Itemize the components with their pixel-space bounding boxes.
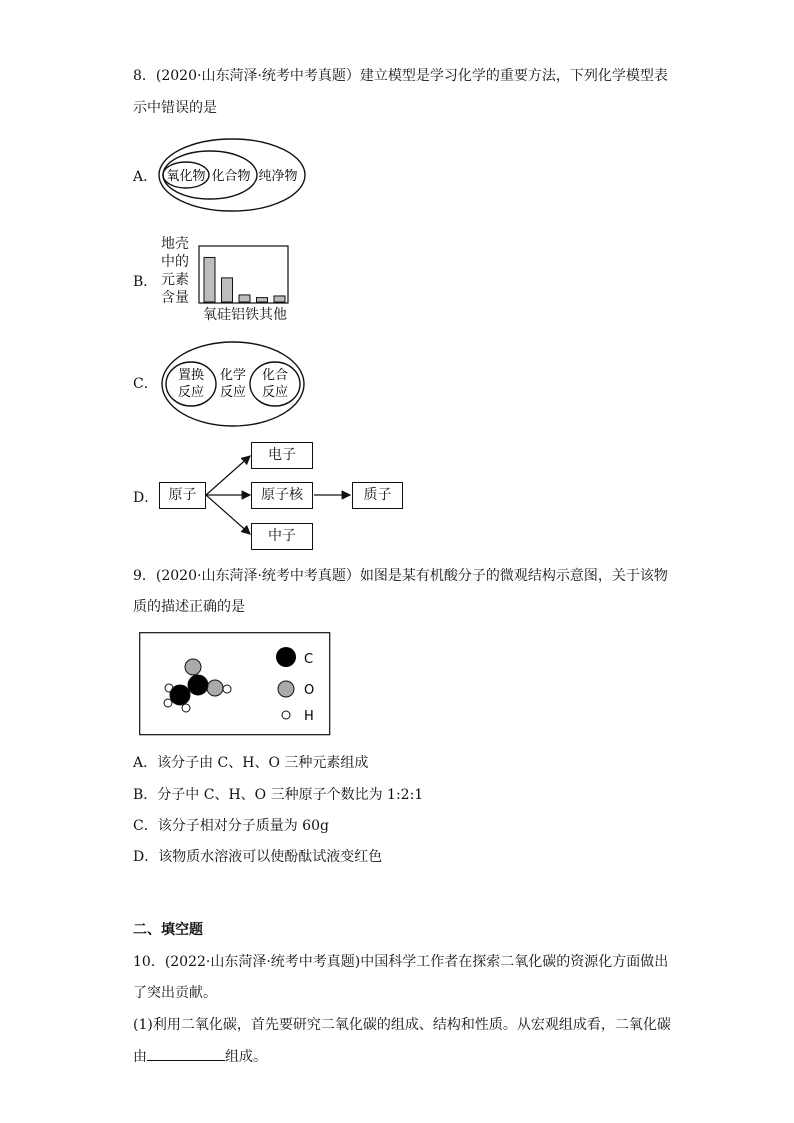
label-oxide: 氧化物 — [166, 169, 206, 184]
hydrogen-atom — [223, 685, 231, 693]
svg-text:化学: 化学 — [219, 368, 247, 383]
oxygen-atom — [207, 680, 223, 696]
svg-text:反应: 反应 — [261, 385, 289, 400]
q10-part1-line: (1)利用二氧化碳，首先要研究二氧化碳的组成、结构和性质。从宏观组成看，二氧化碳 — [133, 1017, 671, 1033]
label-compound: 化合物 — [211, 169, 251, 184]
answer-blank[interactable] — [147, 1046, 225, 1061]
bar-氧 — [204, 257, 215, 302]
bar-其他 — [274, 296, 285, 302]
hydrogen-atom — [182, 704, 190, 712]
bar-硅 — [222, 278, 233, 302]
q10-part1-answer-line: 由 组成。 — [133, 1046, 267, 1067]
bar-铁 — [257, 298, 268, 302]
legend-oxygen-icon — [278, 681, 294, 697]
box-neutron: 中子 — [251, 523, 313, 550]
q9-stem-line1: 9．(2020·山东菏泽·统考中考真题）如图是某有机酸分子的微观结构示意图，关于该物 — [133, 568, 668, 584]
reaction-ellipse-diagram-c — [160, 340, 306, 428]
box-nucleus: 原子核 — [251, 482, 313, 509]
q8-option-c-label: C． — [133, 376, 158, 392]
q8-option-d-label: D． — [133, 490, 159, 506]
element-abundance-bar-chart — [198, 245, 290, 305]
section-title: 二、填空题 — [133, 922, 203, 938]
nested-ellipse-diagram-a — [155, 137, 310, 217]
chemical-reaction-ellipse — [162, 342, 304, 426]
box-electron: 电子 — [251, 442, 313, 469]
carbon-atom — [188, 675, 208, 695]
svg-text:反应: 反应 — [219, 385, 247, 400]
svg-text:反应: 反应 — [177, 385, 205, 400]
molecule-structure-figure — [139, 632, 331, 736]
legend-oxygen-label: O — [304, 683, 315, 698]
carbon-atom — [170, 685, 190, 705]
q8-option-a-label: A． — [133, 169, 158, 185]
q10-stem-line2: 了突出贡献。 — [133, 985, 217, 1001]
box-atom: 原子 — [159, 482, 206, 509]
q8-stem-line2: 示中错误的是 — [133, 100, 217, 116]
q9-stem-line2: 质的描述正确的是 — [133, 599, 245, 615]
legend-hydrogen-icon — [282, 711, 290, 719]
svg-text:置换: 置换 — [177, 368, 205, 383]
label-pure-substance: 纯净物 — [258, 169, 298, 184]
svg-text:化合: 化合 — [261, 368, 289, 383]
q9-option-c: C．该分子相对分子质量为 60g — [133, 818, 329, 834]
oxygen-atom — [185, 659, 201, 675]
hydrogen-atom — [164, 699, 172, 707]
q9-option-b: B．分子中 C、H、O 三种原子个数比为 1:2:1 — [133, 787, 424, 803]
q9-option-a: A．该分子由 C、H、O 三种元素组成 — [133, 755, 369, 771]
bar-chart-ylabel: 地壳 中的 元素 含量 — [161, 236, 189, 306]
box-proton: 质子 — [352, 482, 403, 509]
q8-stem-line1: 8．(2020·山东菏泽·统考中考真题）建立模型是学习化学的重要方法，下列化学模型表 — [133, 68, 668, 84]
legend-carbon-label: C — [304, 652, 314, 667]
q8-option-b-label: B． — [133, 274, 158, 290]
legend-hydrogen-label: H — [304, 709, 314, 724]
bar-chart-xticks: 氧硅铝铁其他 — [203, 307, 287, 323]
bar-铝 — [239, 295, 250, 302]
legend-carbon-icon — [276, 647, 296, 667]
q9-option-d: D．该物质水溶液可以使酚酞试液变红色 — [133, 849, 383, 865]
q10-stem-line1: 10．(2022·山东菏泽·统考中考真题)中国科学工作者在探索二氧化碳的资源化方面做出 — [133, 954, 669, 970]
